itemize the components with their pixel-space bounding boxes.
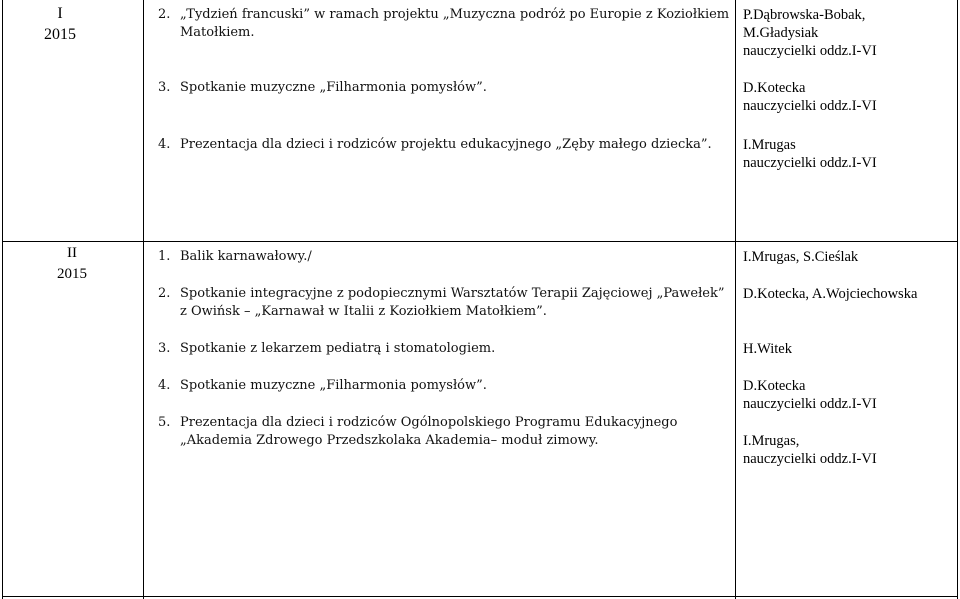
item-number: 1. <box>158 249 171 264</box>
responsible-group: nauczycielki oddz.I-VI <box>743 98 877 114</box>
item-number: 2. <box>158 286 171 301</box>
list-item <box>158 6 729 42</box>
responsible-name: D.Kotecka, A.Wojciechowska <box>743 286 918 302</box>
item-number: 3. <box>158 341 171 356</box>
responsible-name: I.Mrugas <box>743 137 796 153</box>
table-border-left <box>2 0 3 599</box>
item-number: 5. <box>158 415 171 430</box>
responsible-group: nauczycielki oddz.I-VI <box>743 396 877 412</box>
item-text: Prezentacja dla dzieci i rodziców projektu edukacyjnego „Zęby małego dziecka”. <box>180 137 712 152</box>
responsible-name: I.Mrugas, <box>743 433 800 449</box>
responsible-group: nauczycielki oddz.I-VI <box>743 155 877 171</box>
list-item <box>158 377 487 395</box>
item-text: Prezentacja dla dzieci i rodziców Ogólnopolskiego Programu Edukacyjnego <box>180 415 678 430</box>
responsible-name: D.Kotecka <box>743 80 806 96</box>
year-label: 2015 <box>57 266 87 282</box>
list-item <box>158 414 677 450</box>
item-number: 3. <box>158 80 171 95</box>
item-text: Spotkanie integracyjne z podopiecznymi Warsztatów Terapii Zajęciowej „Pawełek” <box>180 286 725 301</box>
responsible-entry <box>743 136 877 172</box>
responsible-group: nauczycielki oddz.I-VI <box>743 43 877 59</box>
responsible-entry <box>743 248 858 266</box>
item-text: Balik karnawałowy./ <box>180 249 312 264</box>
responsible-name: P.Dąbrowska-Bobak, <box>743 7 866 23</box>
column-divider-month <box>143 0 144 599</box>
year-label: 2015 <box>44 26 76 43</box>
item-text-continued: z Owińsk – „Karnawał w Italii z Koziołkiem Matołkiem”. <box>180 304 547 319</box>
item-text-continued: Matołkiem. <box>180 25 255 40</box>
month-label: II <box>67 245 77 261</box>
list-item <box>158 285 725 321</box>
responsible-name: I.Mrugas, S.Cieślak <box>743 249 859 265</box>
list-item <box>158 248 312 266</box>
table-border-bottom <box>2 596 958 597</box>
item-text: Spotkanie z lekarzem pediatrą i stomatologiem. <box>180 341 496 356</box>
responsible-entry <box>743 285 917 303</box>
table-border-right <box>957 0 958 599</box>
responsible-name: D.Kotecka <box>743 378 806 394</box>
column-divider-responsible <box>735 0 736 599</box>
list-item <box>158 340 495 358</box>
responsible-entry <box>743 432 877 468</box>
responsible-entry <box>743 340 792 358</box>
row-divider <box>2 241 958 242</box>
responsible-entry <box>743 6 877 60</box>
month-label: I <box>57 5 63 22</box>
responsible-name: M.Gładysiak <box>743 25 819 41</box>
responsible-name: H.Witek <box>743 341 792 357</box>
responsible-group: nauczycielki oddz.I-VI <box>743 451 877 467</box>
responsible-entry <box>743 377 877 413</box>
item-text: Spotkanie muzyczne „Filharmonia pomysłów”. <box>180 378 487 393</box>
item-number: 4. <box>158 378 171 393</box>
list-item <box>158 79 487 97</box>
month-cell-1 <box>30 3 90 45</box>
item-number: 4. <box>158 137 171 152</box>
list-item <box>158 136 712 154</box>
item-number: 2. <box>158 7 171 22</box>
responsible-entry <box>743 79 877 115</box>
item-text: „Tydzień francuski” w ramach projektu „Muzyczna podróż po Europie z Koziołkiem <box>180 7 730 22</box>
item-text: Spotkanie muzyczne „Filharmonia pomysłów”. <box>180 80 487 95</box>
month-cell-2 <box>42 243 102 285</box>
item-text-continued: „Akademia Zdrowego Przedszkolaka Akademia– moduł zimowy. <box>180 433 599 448</box>
